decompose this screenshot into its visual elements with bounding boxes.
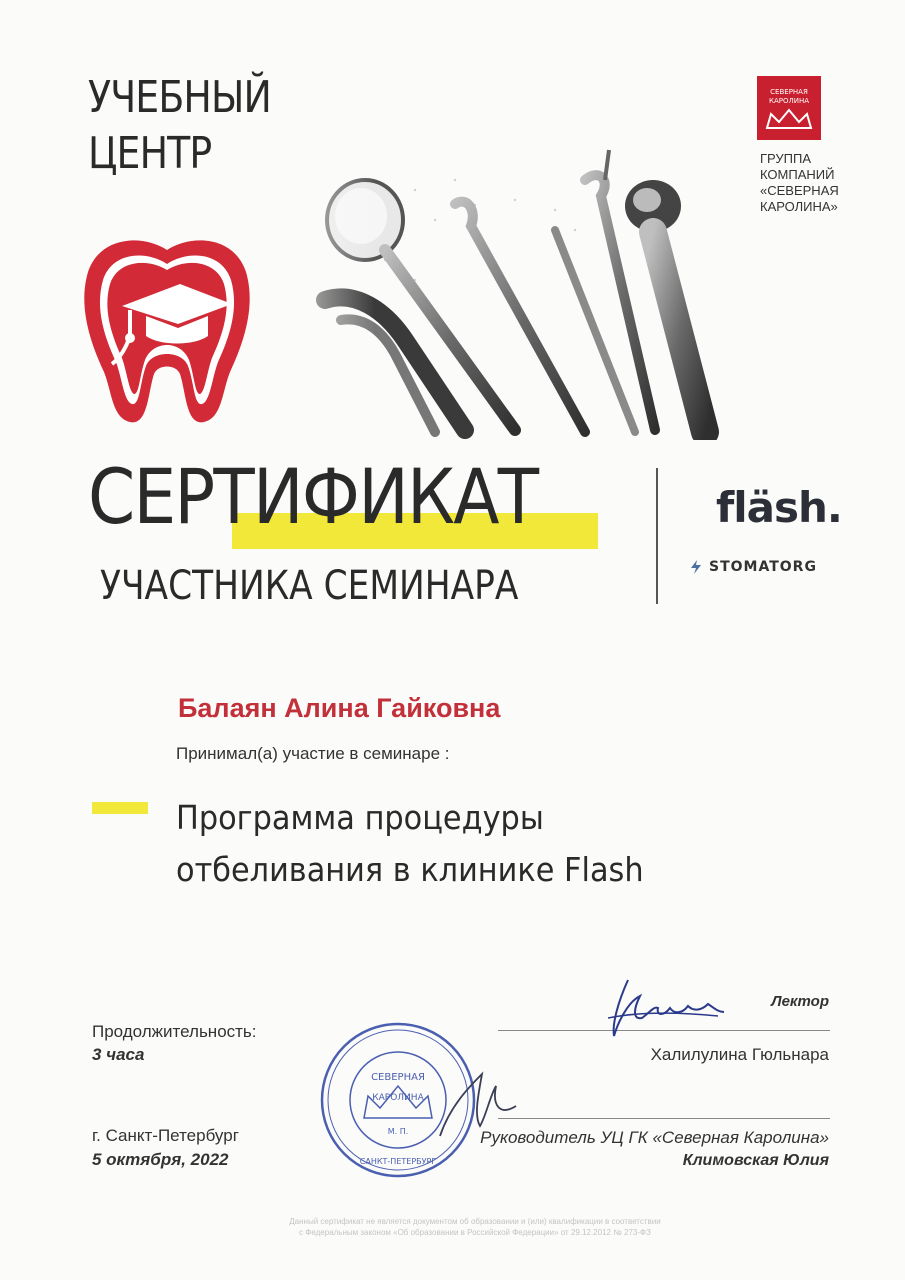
brand-caption-line2: КОМПАНИЙ (760, 167, 835, 182)
seminar-highlight-bar (92, 802, 148, 814)
stomatorg-logo (688, 559, 817, 575)
certificate-subtitle: УЧАСТНИКА СЕМИНАРА (100, 563, 519, 609)
lecturer-role: Лектор (771, 993, 829, 1010)
director-name: Климовская Юлия (682, 1152, 829, 1169)
tooth-graduation-cap-icon (82, 232, 252, 428)
seal-center: М. П. (387, 1127, 409, 1136)
brand-caption-line4: КАРОЛИНА» (760, 199, 838, 214)
seminar-title-line2: отбеливания в клинике Flash (176, 850, 644, 889)
director-signature (430, 1066, 520, 1146)
seminar-title (176, 792, 644, 896)
participant-name: Балаян Алина Гайковна (178, 693, 501, 723)
city: г. Санкт-Петербург (92, 1126, 239, 1145)
seal-line2: КАРОЛИНА (372, 1093, 424, 1103)
flash-logo: fläsh. (716, 483, 842, 532)
severnaya-karolina-logo (757, 76, 821, 140)
director-role: Руководитель УЦ ГК «Северная Каролина» (480, 1128, 829, 1147)
participation-text: Принимал(а) участие в семинаре : (176, 744, 450, 763)
training-center-title (88, 70, 271, 182)
crown-icon (765, 108, 813, 130)
brand-logo-line1: СЕВЕРНАЯ (770, 88, 808, 96)
brand-caption-line3: «СЕВЕРНАЯ (760, 183, 839, 198)
seminar-title-line1: Программа процедуры (176, 798, 544, 837)
disclaimer-line2: с Федеральным законом «Об образовании в Российской Федерации» от 29.12.2012 № 273-ФЗ (299, 1228, 651, 1237)
disclaimer-line1: Данный сертификат не является документом об образовании и (или) квалификации в соответствии (289, 1217, 661, 1226)
lightning-icon (688, 559, 704, 575)
brand-caption (760, 151, 839, 215)
seal-line1: СЕВЕРНАЯ (371, 1072, 425, 1083)
issue-date: 5 октября, 2022 (92, 1150, 229, 1169)
certificate-title: СЕРТИФИКАТ (88, 452, 538, 541)
lecturer-name: Халилулина Гюльнара (650, 1045, 829, 1064)
brand-caption-line1: ГРУППА (760, 151, 812, 166)
dental-instruments-illustration (255, 140, 735, 440)
director-signature-line (498, 1118, 830, 1119)
training-center-title-line2: ЦЕНТР (88, 128, 212, 179)
title-divider (656, 468, 658, 604)
training-center-title-line1: УЧЕБНЫЙ (88, 72, 272, 123)
stomatorg-text: STOMATORG (709, 559, 817, 575)
seal-bottom: САНКТ-ПЕТЕРБУРГ (359, 1157, 437, 1166)
duration-value: 3 часа (92, 1045, 145, 1064)
lecturer-signature (598, 972, 728, 1042)
disclaimer (150, 1216, 800, 1238)
duration-label: Продолжительность: (92, 1022, 257, 1041)
brand-logo-line2: КАРОЛИНА (768, 97, 810, 105)
